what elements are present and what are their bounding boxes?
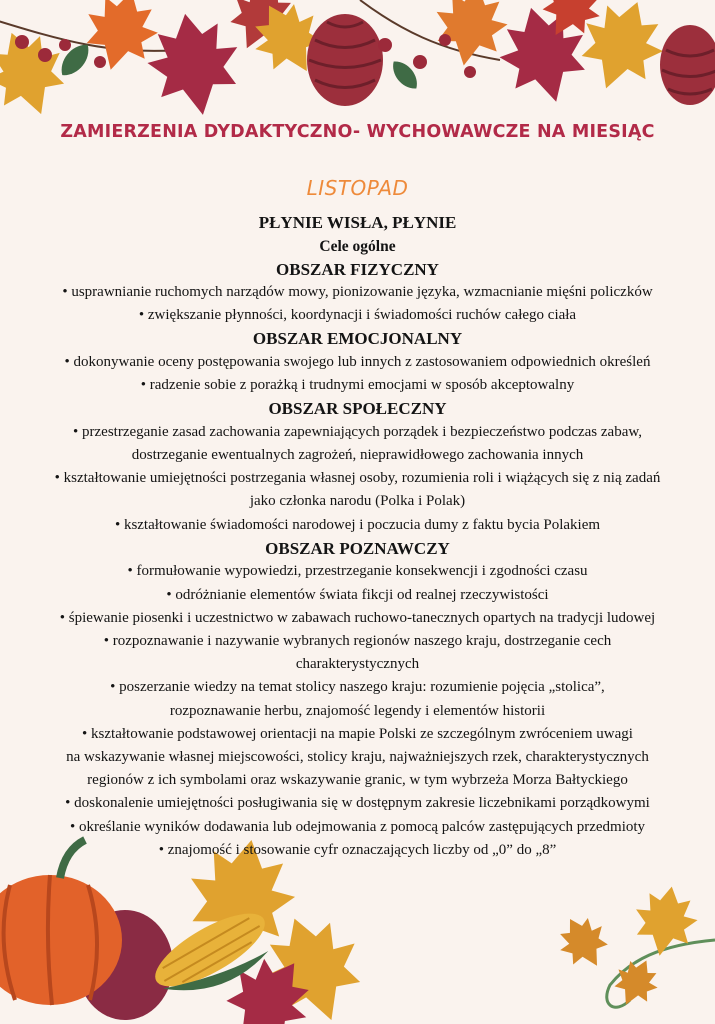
goals-label: Cele ogólne bbox=[319, 237, 396, 255]
list-item: • określanie wyników dodawania lub odejmowania z pomocą palców zastępujących przedmioty bbox=[69, 818, 646, 835]
list-item: regionów z ich symbolami oraz wskazywanie granic, w tym wybrzeża Morza Bałtyckiego bbox=[87, 772, 628, 789]
list-item: • kształtowanie podstawowej orientacji na mapie Polski ze szczególnym zwróceniem uwagi bbox=[82, 725, 633, 742]
page-title: ZAMIERZENIA DYDAKTYCZNO- WYCHOWAWCZE NA MIESIĄC bbox=[60, 122, 655, 142]
section-title: OBSZAR EMOCJONALNY bbox=[252, 329, 463, 349]
theme-title: PŁYNIE WISŁA, PŁYNIE bbox=[258, 213, 457, 232]
list-item: dostrzeganie ewentualnych zagrożeń, nieprawidłowego zachowania innych bbox=[131, 447, 584, 464]
list-item: • śpiewanie piosenki i uczestnictwo w zabawach ruchowo-tanecznych opartych na tradycji ludowej bbox=[59, 609, 656, 626]
list-item: • usprawnianie ruchomych narządów mowy, pionizowanie języka, wzmacnianie mięśni policzków bbox=[62, 284, 653, 300]
content-block bbox=[10, 211, 705, 862]
list-item: • formułowanie wypowiedzi, przestrzeganie konsekwencji i zgodności czasu bbox=[127, 563, 588, 580]
section-social bbox=[10, 397, 705, 537]
list-item: • poszerzanie wiedzy na temat stolicy naszego kraju: rozumienie pojęcia „stolica”, bbox=[110, 679, 605, 696]
list-item: • radzenie sobie z porażką i trudnymi emocjami w sposób akceptowalny bbox=[140, 377, 575, 394]
list-item: • kształtowanie świadomości narodowej i poczucia dumy z faktu bycia Polakiem bbox=[114, 516, 601, 533]
list-item: • kształtowanie umiejętności postrzegania własnej osoby, rozumienia roli i wiążących się z nią zadań bbox=[54, 470, 661, 487]
list-item: • zwiększanie płynności, koordynacji i świadomości ruchów całego ciała bbox=[138, 307, 577, 324]
list-item: • rozpoznawanie i nazywanie wybranych regionów naszego kraju, dostrzeganie cech bbox=[103, 632, 612, 649]
list-item: charakterystycznych bbox=[295, 656, 420, 673]
list-item: na wskazywanie własnej miejscowości, stolicy kraju, najważniejszych rzek, charakterystycznych bbox=[66, 748, 649, 765]
section-emotional bbox=[10, 327, 705, 397]
month-label: LISTOPAD bbox=[306, 176, 409, 200]
section-title: OBSZAR POZNAWCZY bbox=[265, 538, 450, 558]
list-item: jako członka narodu (Polka i Polak) bbox=[249, 493, 466, 510]
list-item: • dokonywanie oceny postępowania swojego lub innych z zastosowaniem odpowiednich określeń bbox=[64, 353, 651, 370]
list-item: • odróżnianie elementów świata fikcji od realnej rzeczywistości bbox=[166, 586, 549, 603]
section-cognitive bbox=[10, 537, 705, 862]
list-item: rozpoznawanie herbu, znajomość legendy i elementów historii bbox=[169, 702, 546, 719]
section-title: OBSZAR SPOŁECZNY bbox=[268, 399, 447, 419]
list-item: • przestrzeganie zasad zachowania zapewniających porządek i bezpieczeństwo podczas zabaw, bbox=[73, 423, 642, 440]
section-title: OBSZAR FIZYCZNY bbox=[276, 259, 439, 279]
list-item: • doskonalenie umiejętności posługiwania się w dostępnym zakresie liczebnikami porządkowymi bbox=[65, 795, 650, 812]
section-physical bbox=[10, 258, 705, 328]
list-item: • znajomość i stosowanie cyfr oznaczających liczby od „0” do „8” bbox=[158, 841, 557, 858]
